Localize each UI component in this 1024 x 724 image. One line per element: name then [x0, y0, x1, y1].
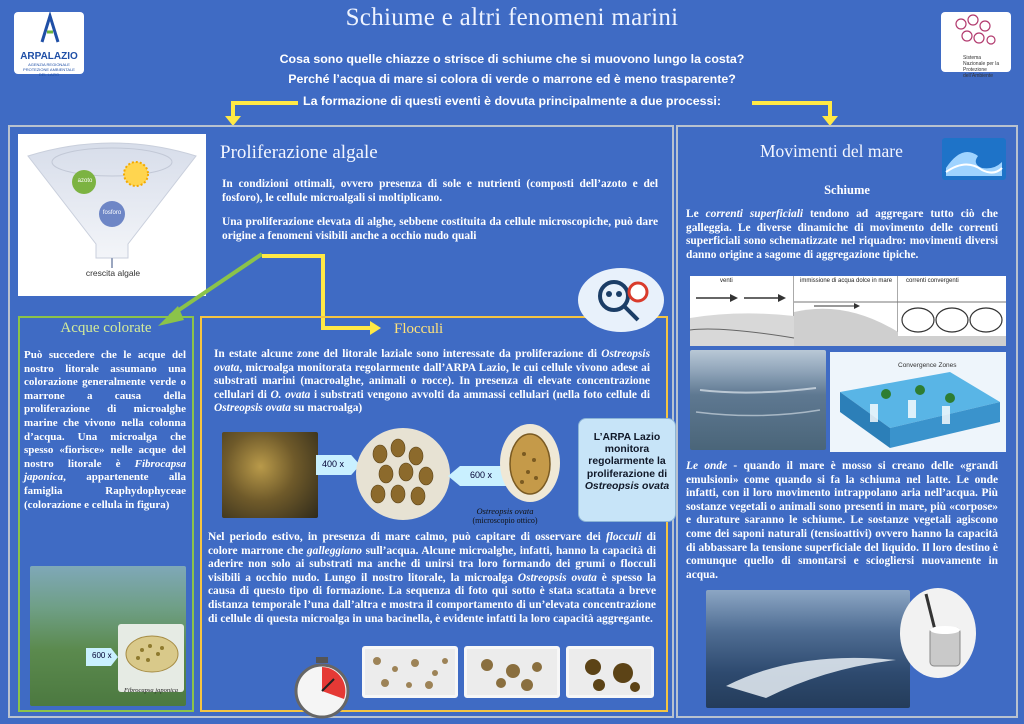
proliferazione-p2: Una proliferazione elevata di alghe, sebbene costituita da cellule microscopiche, può dare origine a fenomeni visibili anche a occhio nudo quali — [222, 216, 658, 242]
convergence-label: Convergence Zones — [898, 362, 957, 369]
microscope-600x-photo — [500, 424, 560, 502]
macroalga-photo — [222, 432, 318, 518]
diagram-label-venti: venti — [720, 278, 733, 284]
acque-colorate-text: Può succedere che le acque del nostro litorale assumano una colorazione generalmente verde o marrone a causa della proliferazione di microalghe marine che vivono nella colonna d’acqua. Una microalga che spesso «fiorisce» nelle acque del nostro litorale è Fibrocapsa japonica, appartenente alla famiglia Raphydophyceae (colorazione e cellula in figura) — [24, 349, 186, 511]
magnifier-icon — [578, 268, 664, 332]
azoto-label: azoto — [77, 178, 93, 184]
movimenti-p2: Le onde - quando il mare è mosso si creano delle «grandi emulsioni» come quando si fa la schiuma nel latte. Le onde infatti, con il loro movimento intrappolano aria nell’acqua. Più sostanze vegetali o animali sono presenti in mare, più «corpose» e durature saranno le schiume. Le sostanze vegetali agiscono come dei saponi naturali (tensioattivi) ovvero hanno la capacità di abbassare la tensione superficiale del liquido. Il loro destino è comunque quello di smontarsi e sciogliersi nuovamente in acqua. — [686, 460, 998, 581]
zoom-label-400: 400 x — [322, 459, 345, 469]
timer-clock — [289, 655, 355, 719]
question-1: Cosa sono quelle chiazze o strisce di schiume che si muovono lungo la costa? — [279, 52, 745, 66]
ostreopsis-caption-note: (microscopio ottico) — [472, 516, 538, 525]
ostreopsis-cluster-icon — [356, 428, 450, 520]
foam-streaks-icon — [690, 350, 826, 450]
freshwater-diagram-icon — [794, 292, 898, 346]
floc-scatter-3-icon — [569, 649, 651, 695]
zoom-label-600: 600 x — [470, 470, 493, 480]
flocculi-heading: Flocculi — [394, 321, 444, 337]
floc-scatter-1-icon — [365, 649, 455, 695]
sea-surface-photo — [690, 350, 826, 450]
milk-frother-icon — [900, 588, 976, 678]
diagram-label-acqua-dolce: immissione di acqua dolce in mare — [800, 278, 893, 284]
basin-photo-2 — [464, 646, 560, 698]
crescita-label: crescita algale — [85, 268, 141, 278]
arpa-logo-mark-icon — [14, 12, 84, 46]
arpalazio-name: ARPALAZIO — [20, 51, 78, 62]
foam-band-icon — [706, 590, 910, 708]
convergent-diagram-icon — [898, 288, 1006, 346]
magnifier-mascot — [578, 268, 664, 332]
connector-right-h — [752, 101, 832, 105]
convergence-zone-diagram — [830, 352, 1006, 452]
flocculi-p2: Nel periodo estivo, in presenza di mare calmo, può capitare di osservare dei flocculi di colore marrone che galleggiano sull’acqua. Alcune microalghe, infatti, hanno la capacità di aderire non solo ai substrati ma anche di unirsi tra loro formando dei grumi o flocculi visibili a occhio nudo. Lungo il nostro litorale, la microalga Ostreopsis ovata è spesso la causa di questo tipo di formazione. La sequenza di foto qui sotto è stata scattata a breve distanza temporale l’una dall’altra e mostra il comportamento di un’elevata concentrazione di cellule di questa microalga in una bacinella, è evidente infatti la loro capacità aggregante. — [208, 531, 656, 625]
diagram-label-convergenti: correnti convergenti — [906, 278, 959, 284]
schiume-subheading: Schiume — [824, 183, 870, 197]
snpa-text: Sistema Nazionale per la Protezione dell’Ambiente — [963, 55, 1000, 79]
currents-diagram — [690, 276, 1006, 346]
question-2: Perché l’acqua di mare si colora di verde o marrone ed è meno trasparente? — [288, 72, 736, 86]
milk-frother-photo — [900, 588, 976, 678]
stopwatch-icon — [289, 655, 355, 719]
question-3: La formazione di questi eventi è dovuta principalmente a due processi: — [303, 94, 721, 108]
microscope-400x-photo — [356, 428, 450, 520]
flocculi-arrow-h1 — [262, 254, 324, 258]
floc-scatter-2-icon — [467, 649, 557, 695]
wind-diagram-icon — [690, 286, 794, 346]
sea-foam-photo — [706, 590, 910, 708]
fibrocapsa-caption: Fibrocapsa japonica — [123, 687, 179, 694]
arpalazio-logo — [14, 12, 84, 77]
basin-photo-1 — [362, 646, 458, 698]
ostreopsis-caption: Ostreopsis ovata — [476, 506, 534, 516]
snpa-network-icon — [941, 12, 1011, 50]
diagram-cell-acqua-dolce — [794, 276, 898, 346]
snpa-logo — [941, 12, 1011, 79]
proliferazione-heading: Proliferazione algale — [220, 142, 378, 163]
arpalazio-subtitle: AGENZIA REGIONALE PROTEZIONE AMBIENTALE DEL LAZIO — [23, 62, 75, 77]
arpa-scroll-text: L’ARPA Lazio monitora regolarmente la proliferazione di Ostreopsis ovata — [584, 432, 670, 492]
proliferazione-p1: In condizioni ottimali, ovvero presenza di sole e nutrienti (composti dell’azoto e del fosforo), le cellule microalgali si moltiplicano. — [222, 178, 658, 204]
movimenti-heading: Movimenti del mare — [760, 141, 903, 161]
diagram-cell-venti — [690, 276, 794, 346]
zoom-label-600-left: 600 x — [92, 651, 112, 660]
page-title: Schiume e altri fenomeni marini — [345, 4, 679, 31]
movimenti-p1: Le correnti superficiali tendono ad aggregare tutto ciò che galleggia. Le diverse dinamiche di movimento delle correnti superficiali sono schematizzate nel riquadro: movimenti diversi danno origine a sagome di aggregazione tipiche. — [686, 208, 998, 261]
basin-photo-3 — [566, 646, 654, 698]
diagram-cell-convergenti — [898, 276, 1006, 346]
ostreopsis-cell-icon — [500, 424, 560, 502]
fosforo-label: fosforo — [102, 210, 122, 216]
wave-icon — [942, 138, 1006, 180]
wave-icon-box — [942, 138, 1006, 180]
fibrocapsa-cell-icon — [118, 624, 184, 682]
connector-left-h — [232, 101, 298, 105]
flocculi-p1: In estate alcune zone del litorale laziale sono interessate da proliferazione di Ostreopsis ovata, microalga monitorata regolarmente dall’ARPA Lazio, le cui cellule vivono adese ai substrati marini (macroalghe, animali o rocce). In presenza di elevate concentrazione cellulari di O. ovata i substrati vengono avvolti da ammassi cellulari (nella foto cellule di Ostreopsis ovata su macroalga) — [214, 348, 650, 415]
fibrocapsa-cell-photo — [118, 624, 184, 692]
acque-colorate-heading: Acque colorate — [60, 320, 152, 336]
